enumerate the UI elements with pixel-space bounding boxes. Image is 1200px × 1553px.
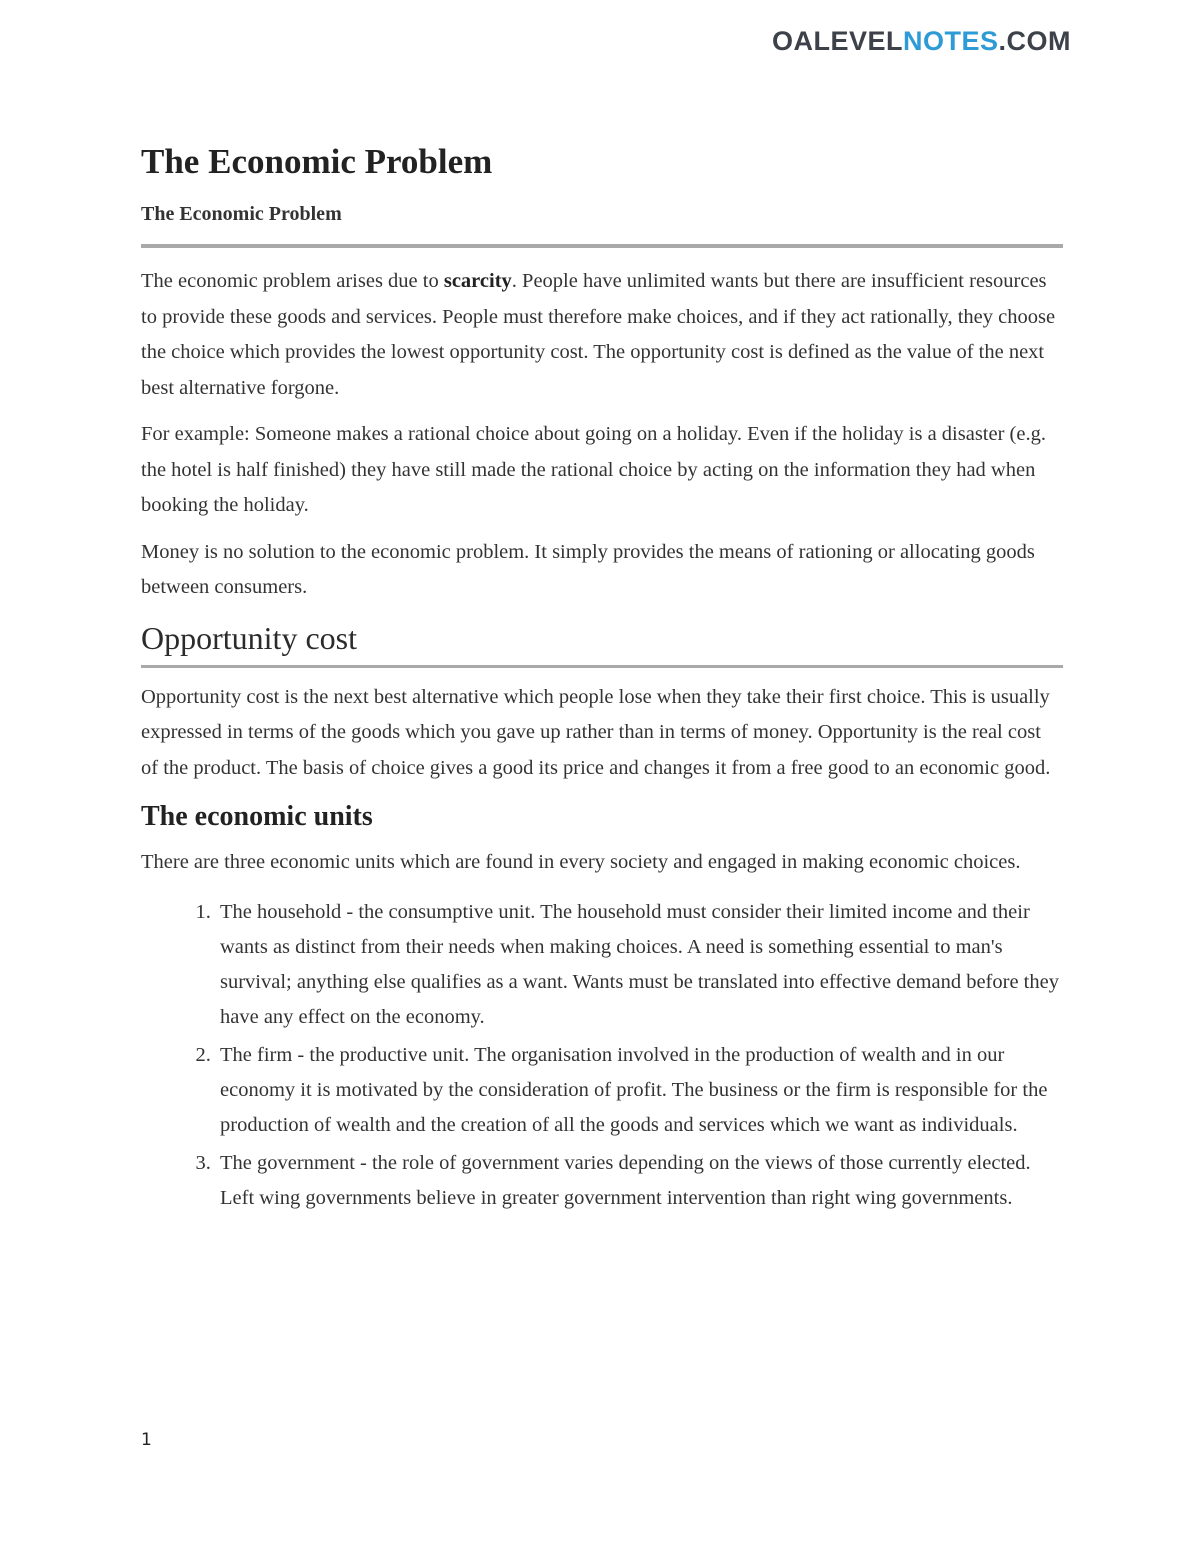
economic-units-intro: There are three economic units which are found in every society and engaged in making economic choices. (141, 851, 1021, 873)
document-content (141, 140, 1063, 1219)
page-subtitle: The Economic Problem (141, 203, 342, 225)
section-divider (141, 665, 1063, 668)
economic-units-heading: The economic units (141, 801, 373, 832)
logo-text-oalevel: OALEVEL (772, 26, 904, 56)
list-item-government: 3. The government - the role of government varies depending on the views of those currently elected. Left wing governments believe in greater government intervention than right wing governments. (216, 1146, 1063, 1216)
page-title: The Economic Problem (141, 142, 493, 181)
intro-paragraph-1 (141, 264, 1063, 406)
logo-text-notes: NOTES (903, 26, 999, 56)
economic-units-list (141, 895, 1063, 1216)
logo-text-com: .COM (998, 26, 1072, 56)
title-divider (141, 244, 1063, 248)
opportunity-cost-heading: Opportunity cost (141, 619, 357, 656)
intro-paragraph-3: Money is no solution to the economic problem. It simply provides the means of rationing or allocating goods between consumers. (141, 540, 1035, 598)
list-item-firm: 2. The firm - the productive unit. The organisation involved in the production of wealth and in our economy it is motivated by the consideration of profit. The business or the firm is responsible for the production of wealth and the creation of all the goods and services which we want as individuals. (216, 1038, 1063, 1143)
intro-p1-end: . People have unlimited wants but there are insufficient resources to provide these goods and services. People must therefore make choices, and if they act rationally, they choose the choice which provides the lowest opportunity cost. The opportunity cost is defined as the value of the next best alternative forgone. (141, 270, 1056, 399)
page-number: 1 (141, 1430, 152, 1450)
opportunity-cost-paragraph: Opportunity cost is the next best alternative which people lose when they take their first choice. This is usually expressed in terms of the goods which you gave up rather than in terms of money. Opportunity is the real cost of the product. The basis of choice gives a good its price and changes it from a free good to an economic good. (141, 685, 1051, 779)
list-item-household: 1. The household - the consumptive unit. The household must consider their limited income and their wants as distinct from their needs when making choices. A need is something essential to man's survival; anything else qualifies as a want. Wants must be translated into effective demand before they have any effect on the economy. (216, 895, 1063, 1035)
scarcity-term: scarcity (443, 270, 512, 292)
intro-paragraph-2: For example: Someone makes a rational choice about going on a holiday. Even if the holiday is a disaster (e.g. the hotel is half finished) they have still made the rational choice by acting on the information they had when booking the holiday. (141, 423, 1046, 516)
intro-p1-start: The economic problem arises due to (141, 270, 444, 292)
site-logo (772, 26, 1071, 57)
